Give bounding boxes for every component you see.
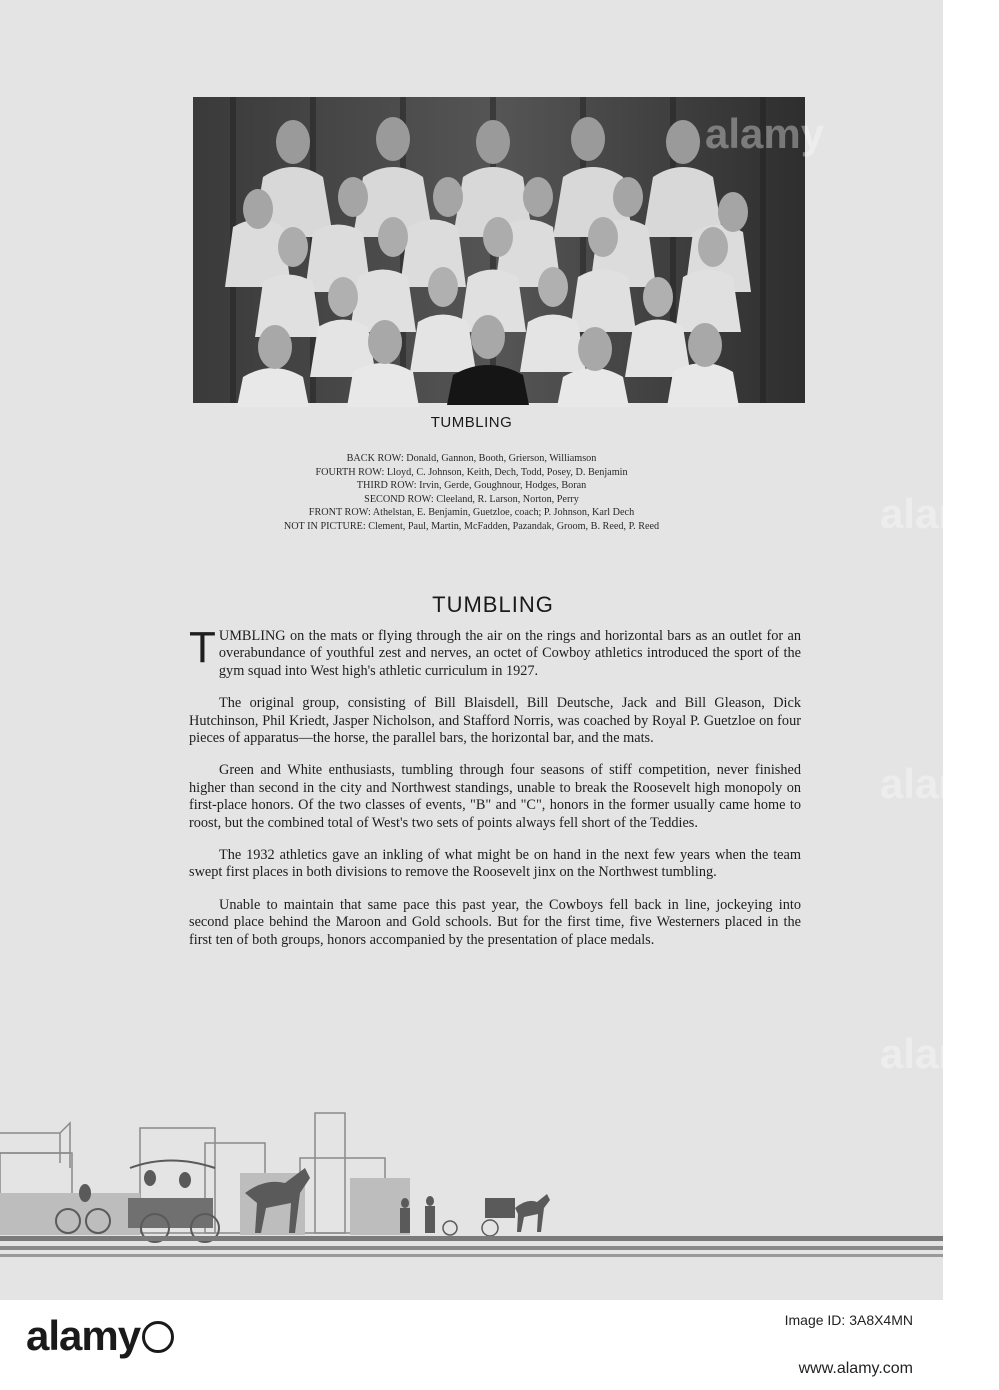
watermark-text: alamy	[705, 110, 825, 157]
article-paragraph-5: Unable to maintain that same pace this past year, the Cowboys fell back in line, jockeying into second place behind the Maroon and Gold schools. But for the first time, five Westerners placed in the first ten of both groups, honors accompanied by the presentation of place medals.	[189, 896, 801, 948]
roster-back-row: BACK ROW: Donald, Gannon, Booth, Grierson, Williamson	[346, 453, 597, 464]
article-paragraph-4: The 1932 athletics gave an inkling of what might be on hand in the next few years when the team swept first places in both divisions to remove the Roosevelt jinx on the Northwest tumbling.	[189, 847, 801, 881]
roster-not-in-picture: NOT IN PICTURE: Clement, Paul, Martin, McFadden, Pazandak, Groom, B. Reed, P. Reed	[283, 520, 660, 532]
drop-cap: T	[189, 623, 216, 672]
roster-list	[150, 452, 793, 533]
paragraph-1-text: UMBLING on the mats or flying through the air on the rings and horizontal bars as an outlet for an overabundance of youthful zest and nerves, an octet of Cowboy athletics introduced the sport of the gym squad into West high's athletic curriculum in 1927.	[218, 628, 801, 679]
team-photo-image	[193, 97, 805, 403]
image-id-label: Image ID: 3A8X4MN	[784, 1312, 913, 1328]
article-paragraph-1	[189, 623, 801, 680]
stock-url: www.alamy.com	[798, 1360, 913, 1377]
street-scene-illustration	[0, 1098, 943, 1268]
roster-second-row: SECOND ROW: Cleeland, R. Larson, Norton, Perry	[364, 493, 579, 505]
team-photo	[193, 97, 805, 403]
watermark-text: alamy	[880, 490, 999, 537]
stock-logo	[26, 1312, 174, 1360]
stock-logo-text: alamy	[26, 1312, 141, 1359]
stock-image-id	[785, 1311, 913, 1329]
article-paragraph-2: The original group, consisting of Bill Blaisdell, Bill Deutsche, Jack and Bill Gleason, Dick Hutchinson, Phil Kriedt, Jasper Nicholson, and Stafford Norris, was coached by Royal P. Guetzloe on four pieces of apparatus—the horse, the parallel bars, the horizontal bar, and the mats.	[189, 695, 801, 747]
article-title: TUMBLING	[432, 592, 554, 617]
photo-caption-title: TUMBLING	[430, 414, 513, 431]
watermark-text: alamy	[880, 760, 999, 807]
roster-third-row: THIRD ROW: Irvin, Gerde, Goughnour, Hodges, Boran	[356, 480, 587, 491]
article-paragraph-3: Green and White enthusiasts, tumbling through four seasons of stiff competition, never finished higher than second in the city and Northwest standings, unable to break the Roosevelt high monopoly on first-place honors. Of the two classes of events, "B" and "C", honors in the former usually came home to roost, but the combined total of West's two sets of points always fell short of the Teddies.	[189, 762, 801, 831]
roster-front-row: FRONT ROW: Athelstan, E. Benjamin, Guetzloe, coach; P. Johnson, Karl Dech	[308, 507, 635, 518]
logo-circle-icon	[142, 1321, 174, 1353]
watermark-text: alamy	[880, 1030, 999, 1077]
article-body	[189, 623, 801, 964]
roster-fourth-row: FOURTH ROW: Lloyd, C. Johnson, Keith, Dech, Todd, Posey, D. Benjamin	[315, 466, 628, 478]
